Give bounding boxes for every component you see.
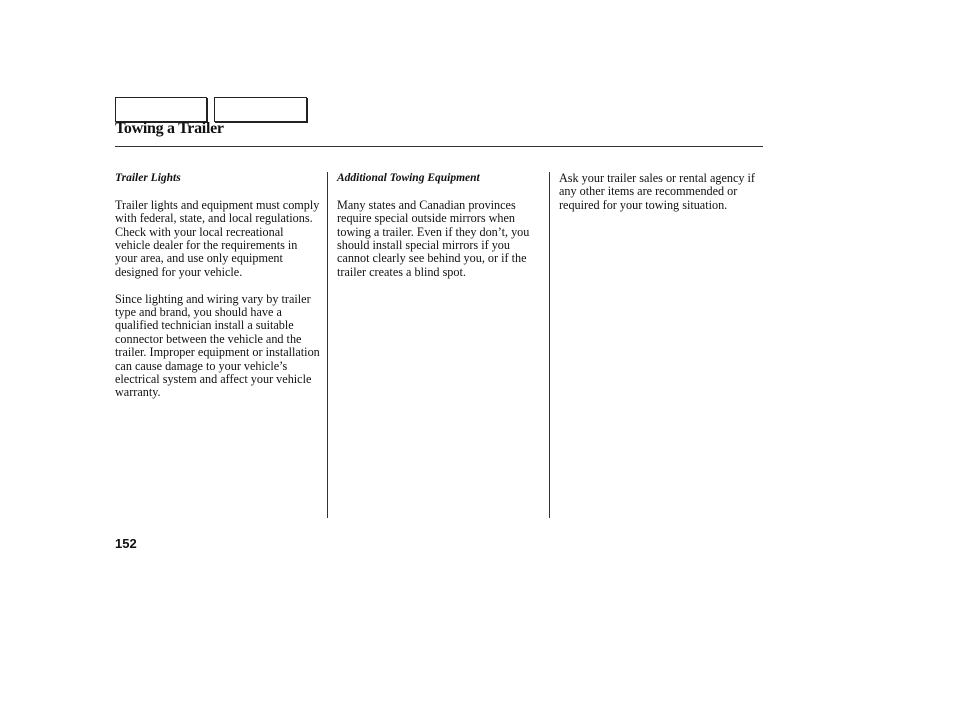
body-paragraph: Trailer lights and equipment must comply with federal, state, and local regulations. Check with your local recreational vehicle dealer for the requirements in your area, and use only equipment designed for your vehicle. — [115, 197, 320, 279]
section-nav-box[interactable] — [214, 97, 307, 122]
text-column — [559, 172, 759, 212]
text-column — [115, 172, 320, 400]
column-divider — [327, 172, 328, 518]
body-paragraph: Since lighting and wiring vary by trailer type and brand, you should have a qualified technician install a suitable connector between the vehicle and the trailer. Improper equipment or installation can cause damage to your vehicle’s electrical system and affect your vehicle warranty. — [115, 291, 320, 400]
section-heading: Trailer Lights — [115, 172, 181, 184]
page-title: Towing a Trailer — [115, 120, 224, 137]
column-divider — [549, 172, 550, 518]
page-number: 152 — [115, 536, 137, 551]
body-paragraph: Many states and Canadian provinces require special outside mirrors when towing a trailer. Even if they don’t, you should install special mirrors if you cannot clearly see behind you, or if the trailer creates a blind spot. — [337, 197, 530, 279]
body-paragraph: Ask your trailer sales or rental agency if any other items are recommended or required for your towing situation. — [559, 171, 755, 212]
section-heading: Additional Towing Equipment — [337, 172, 480, 184]
text-column — [337, 172, 545, 279]
title-divider — [115, 146, 763, 147]
section-nav-box[interactable] — [115, 97, 207, 122]
